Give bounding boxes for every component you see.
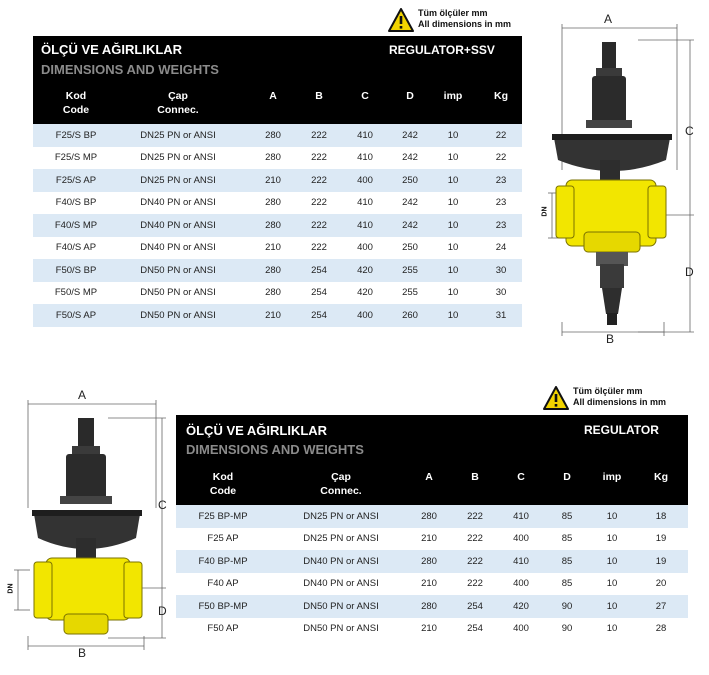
cell-connection: DN40 PN or ANSI: [303, 555, 379, 567]
warning-icon: [388, 8, 414, 32]
cell-imp: 10: [447, 197, 459, 209]
table-header: [176, 415, 688, 505]
cell-d: 85: [561, 555, 573, 567]
dimensions-table-regulator: [176, 415, 688, 640]
cell-connection: DN50 PN or ANSI: [140, 309, 216, 321]
cell-kg: 18: [655, 510, 667, 522]
cell-code: F50/S AP: [55, 309, 97, 321]
cell-c: 400: [357, 309, 373, 321]
cell-c: 410: [357, 197, 373, 209]
cell-connection: DN50 PN or ANSI: [140, 287, 216, 299]
cell-a: 280: [265, 129, 281, 141]
cell-code: F25/S BP: [55, 129, 97, 141]
col-d: D: [563, 471, 571, 483]
table-row: [33, 192, 522, 215]
cell-imp: 10: [447, 242, 459, 254]
table-title-en: DIMENSIONS AND WEIGHTS: [41, 62, 219, 77]
valve-illustration: [8, 388, 180, 670]
cell-d: 90: [561, 600, 573, 612]
cell-b: 222: [311, 129, 327, 141]
cell-kg: 31: [495, 309, 507, 321]
col-b: B: [315, 90, 323, 102]
cell-imp: 10: [606, 555, 618, 567]
cell-kg: 27: [655, 600, 667, 612]
cell-kg: 23: [495, 197, 507, 209]
cell-b: 222: [311, 197, 327, 209]
cell-c: 420: [357, 264, 373, 276]
cell-b: 222: [311, 242, 327, 254]
cell-d: 85: [561, 578, 573, 590]
dimensions-table-regulator-ssv: [33, 36, 522, 327]
cell-connection: DN50 PN or ANSI: [140, 264, 216, 276]
cell-d: 242: [402, 197, 418, 209]
col-imp: imp: [602, 471, 622, 483]
cell-d: 85: [561, 533, 573, 545]
cell-code: F25/S AP: [55, 174, 97, 186]
col-code: Kod Code: [62, 90, 90, 116]
valve-illustration: [540, 10, 700, 350]
cell-imp: 10: [447, 287, 459, 299]
cell-code: F40 BP-MP: [198, 555, 248, 567]
cell-imp: 10: [447, 174, 459, 186]
cell-b: 222: [467, 533, 483, 545]
cell-d: 242: [402, 219, 418, 231]
model-name: REGULATOR: [584, 423, 659, 437]
cell-c: 400: [513, 578, 529, 590]
cell-b: 254: [311, 264, 327, 276]
cell-a: 280: [265, 264, 281, 276]
dimension-label-a: A: [604, 12, 613, 26]
table-row: [176, 505, 688, 528]
valve-drawing-regulator: [8, 388, 180, 670]
table-header: [33, 36, 522, 124]
table-row: [176, 595, 688, 618]
dimension-label-c: C: [158, 498, 167, 512]
cell-b: 222: [311, 152, 327, 164]
cell-d: 250: [402, 174, 418, 186]
cell-imp: 10: [447, 219, 459, 231]
dimension-label-d: D: [158, 604, 167, 618]
col-kg: Kg: [494, 90, 508, 102]
cell-a: 210: [265, 174, 281, 186]
col-a: A: [425, 471, 433, 483]
cell-imp: 10: [447, 309, 459, 321]
cell-b: 222: [311, 219, 327, 231]
table-title-tr: ÖLÇÜ VE AĞIRLIKLAR: [186, 423, 328, 438]
cell-b: 222: [467, 578, 483, 590]
cell-connection: DN25 PN or ANSI: [303, 533, 379, 545]
cell-imp: 10: [606, 623, 618, 635]
cell-a: 280: [421, 510, 437, 522]
cell-a: 210: [265, 242, 281, 254]
cell-a: 280: [421, 600, 437, 612]
cell-connection: DN40 PN or ANSI: [140, 197, 216, 209]
cell-b: 222: [311, 174, 327, 186]
cell-a: 280: [265, 197, 281, 209]
table-title-tr: ÖLÇÜ VE AĞIRLIKLAR: [41, 42, 183, 57]
cell-code: F25/S MP: [54, 152, 98, 164]
cell-code: F50/S BP: [55, 264, 97, 276]
cell-kg: 23: [495, 174, 507, 186]
dimension-label-d: D: [685, 265, 694, 279]
cell-a: 280: [265, 152, 281, 164]
table-row: [33, 214, 522, 237]
table-row: [176, 550, 688, 573]
cell-d: 242: [402, 152, 418, 164]
cell-a: 210: [421, 533, 437, 545]
table-title-en: DIMENSIONS AND WEIGHTS: [186, 442, 364, 457]
cell-connection: DN25 PN or ANSI: [303, 510, 379, 522]
cell-c: 410: [513, 510, 529, 522]
cell-code: F40/S BP: [55, 197, 97, 209]
cell-b: 254: [467, 600, 483, 612]
cell-c: 400: [357, 242, 373, 254]
cell-imp: 10: [606, 578, 618, 590]
dimension-label-b: B: [606, 332, 615, 346]
dimension-label-a: A: [78, 388, 87, 402]
table-row: [33, 124, 522, 147]
cell-imp: 10: [447, 264, 459, 276]
cell-kg: 30: [495, 287, 507, 299]
cell-d: 85: [561, 510, 573, 522]
cell-d: 250: [402, 242, 418, 254]
table-row: [176, 528, 688, 551]
cell-d: 255: [402, 287, 418, 299]
cell-kg: 19: [655, 533, 667, 545]
cell-connection: DN50 PN or ANSI: [303, 623, 379, 635]
dimension-label-b: B: [78, 646, 87, 660]
cell-code: F50/S MP: [54, 287, 98, 299]
cell-kg: 23: [495, 219, 507, 231]
cell-code: F50 BP-MP: [198, 600, 248, 612]
cell-code: F50 AP: [207, 623, 239, 635]
cell-kg: 22: [495, 152, 507, 164]
warning-icon: [543, 386, 569, 410]
col-imp: imp: [443, 90, 463, 102]
cell-c: 410: [513, 555, 529, 567]
dimension-label-c: C: [685, 124, 694, 138]
cell-imp: 10: [606, 600, 618, 612]
cell-connection: DN40 PN or ANSI: [303, 578, 379, 590]
col-connection: Çap Connec.: [157, 90, 199, 116]
dimension-label-dn: DN: [541, 206, 549, 217]
col-c: C: [361, 90, 369, 102]
cell-d: 90: [561, 623, 573, 635]
table-row: [33, 304, 522, 327]
cell-connection: DN50 PN or ANSI: [303, 600, 379, 612]
cell-c: 400: [513, 623, 529, 635]
cell-kg: 24: [495, 242, 507, 254]
cell-kg: 19: [655, 555, 667, 567]
dimension-label-dn: DN: [7, 583, 15, 594]
table-row: [33, 237, 522, 260]
valve-drawing-regulator-ssv: [540, 10, 700, 350]
cell-kg: 22: [495, 129, 507, 141]
cell-a: 280: [421, 555, 437, 567]
col-kg: Kg: [654, 471, 668, 483]
cell-kg: 20: [655, 578, 667, 590]
cell-imp: 10: [606, 510, 618, 522]
cell-imp: 10: [447, 129, 459, 141]
col-b: B: [471, 471, 479, 483]
cell-a: 210: [421, 578, 437, 590]
cell-c: 410: [357, 219, 373, 231]
cell-kg: 28: [655, 623, 667, 635]
warning-note-top: Tüm ölçüler mm All dimensions in mm: [388, 8, 511, 32]
cell-b: 222: [467, 510, 483, 522]
cell-c: 400: [357, 174, 373, 186]
cell-a: 210: [265, 309, 281, 321]
table-row: [176, 618, 688, 641]
cell-code: F40/S MP: [54, 219, 98, 231]
cell-c: 410: [357, 129, 373, 141]
cell-b: 254: [311, 287, 327, 299]
cell-kg: 30: [495, 264, 507, 276]
cell-code: F40/S AP: [55, 242, 97, 254]
cell-b: 222: [467, 555, 483, 567]
cell-c: 400: [513, 533, 529, 545]
cell-c: 420: [357, 287, 373, 299]
cell-d: 260: [402, 309, 418, 321]
model-name: REGULATOR+SSV: [389, 43, 495, 57]
table-row: [33, 147, 522, 170]
cell-b: 254: [311, 309, 327, 321]
table-row: [176, 573, 688, 596]
cell-imp: 10: [606, 533, 618, 545]
col-d: D: [406, 90, 414, 102]
cell-d: 242: [402, 129, 418, 141]
cell-a: 280: [265, 287, 281, 299]
col-a: A: [269, 90, 277, 102]
cell-connection: DN40 PN or ANSI: [140, 242, 216, 254]
cell-connection: DN25 PN or ANSI: [140, 129, 216, 141]
col-c: C: [517, 471, 525, 483]
cell-connection: DN25 PN or ANSI: [140, 174, 216, 186]
cell-a: 210: [421, 623, 437, 635]
cell-code: F25 BP-MP: [198, 510, 248, 522]
cell-b: 254: [467, 623, 483, 635]
cell-code: F40 AP: [207, 578, 239, 590]
cell-imp: 10: [447, 152, 459, 164]
table-row: [33, 282, 522, 305]
cell-connection: DN25 PN or ANSI: [140, 152, 216, 164]
table-row: [33, 259, 522, 282]
warning-note-bottom: Tüm ölçüler mm All dimensions in mm: [543, 386, 666, 410]
col-connection: Çap Connec.: [320, 471, 362, 497]
cell-c: 420: [513, 600, 529, 612]
col-code: Kod Code: [209, 471, 237, 497]
table-row: [33, 169, 522, 192]
cell-d: 255: [402, 264, 418, 276]
cell-c: 410: [357, 152, 373, 164]
cell-code: F25 AP: [207, 533, 239, 545]
cell-a: 280: [265, 219, 281, 231]
cell-connection: DN40 PN or ANSI: [140, 219, 216, 231]
